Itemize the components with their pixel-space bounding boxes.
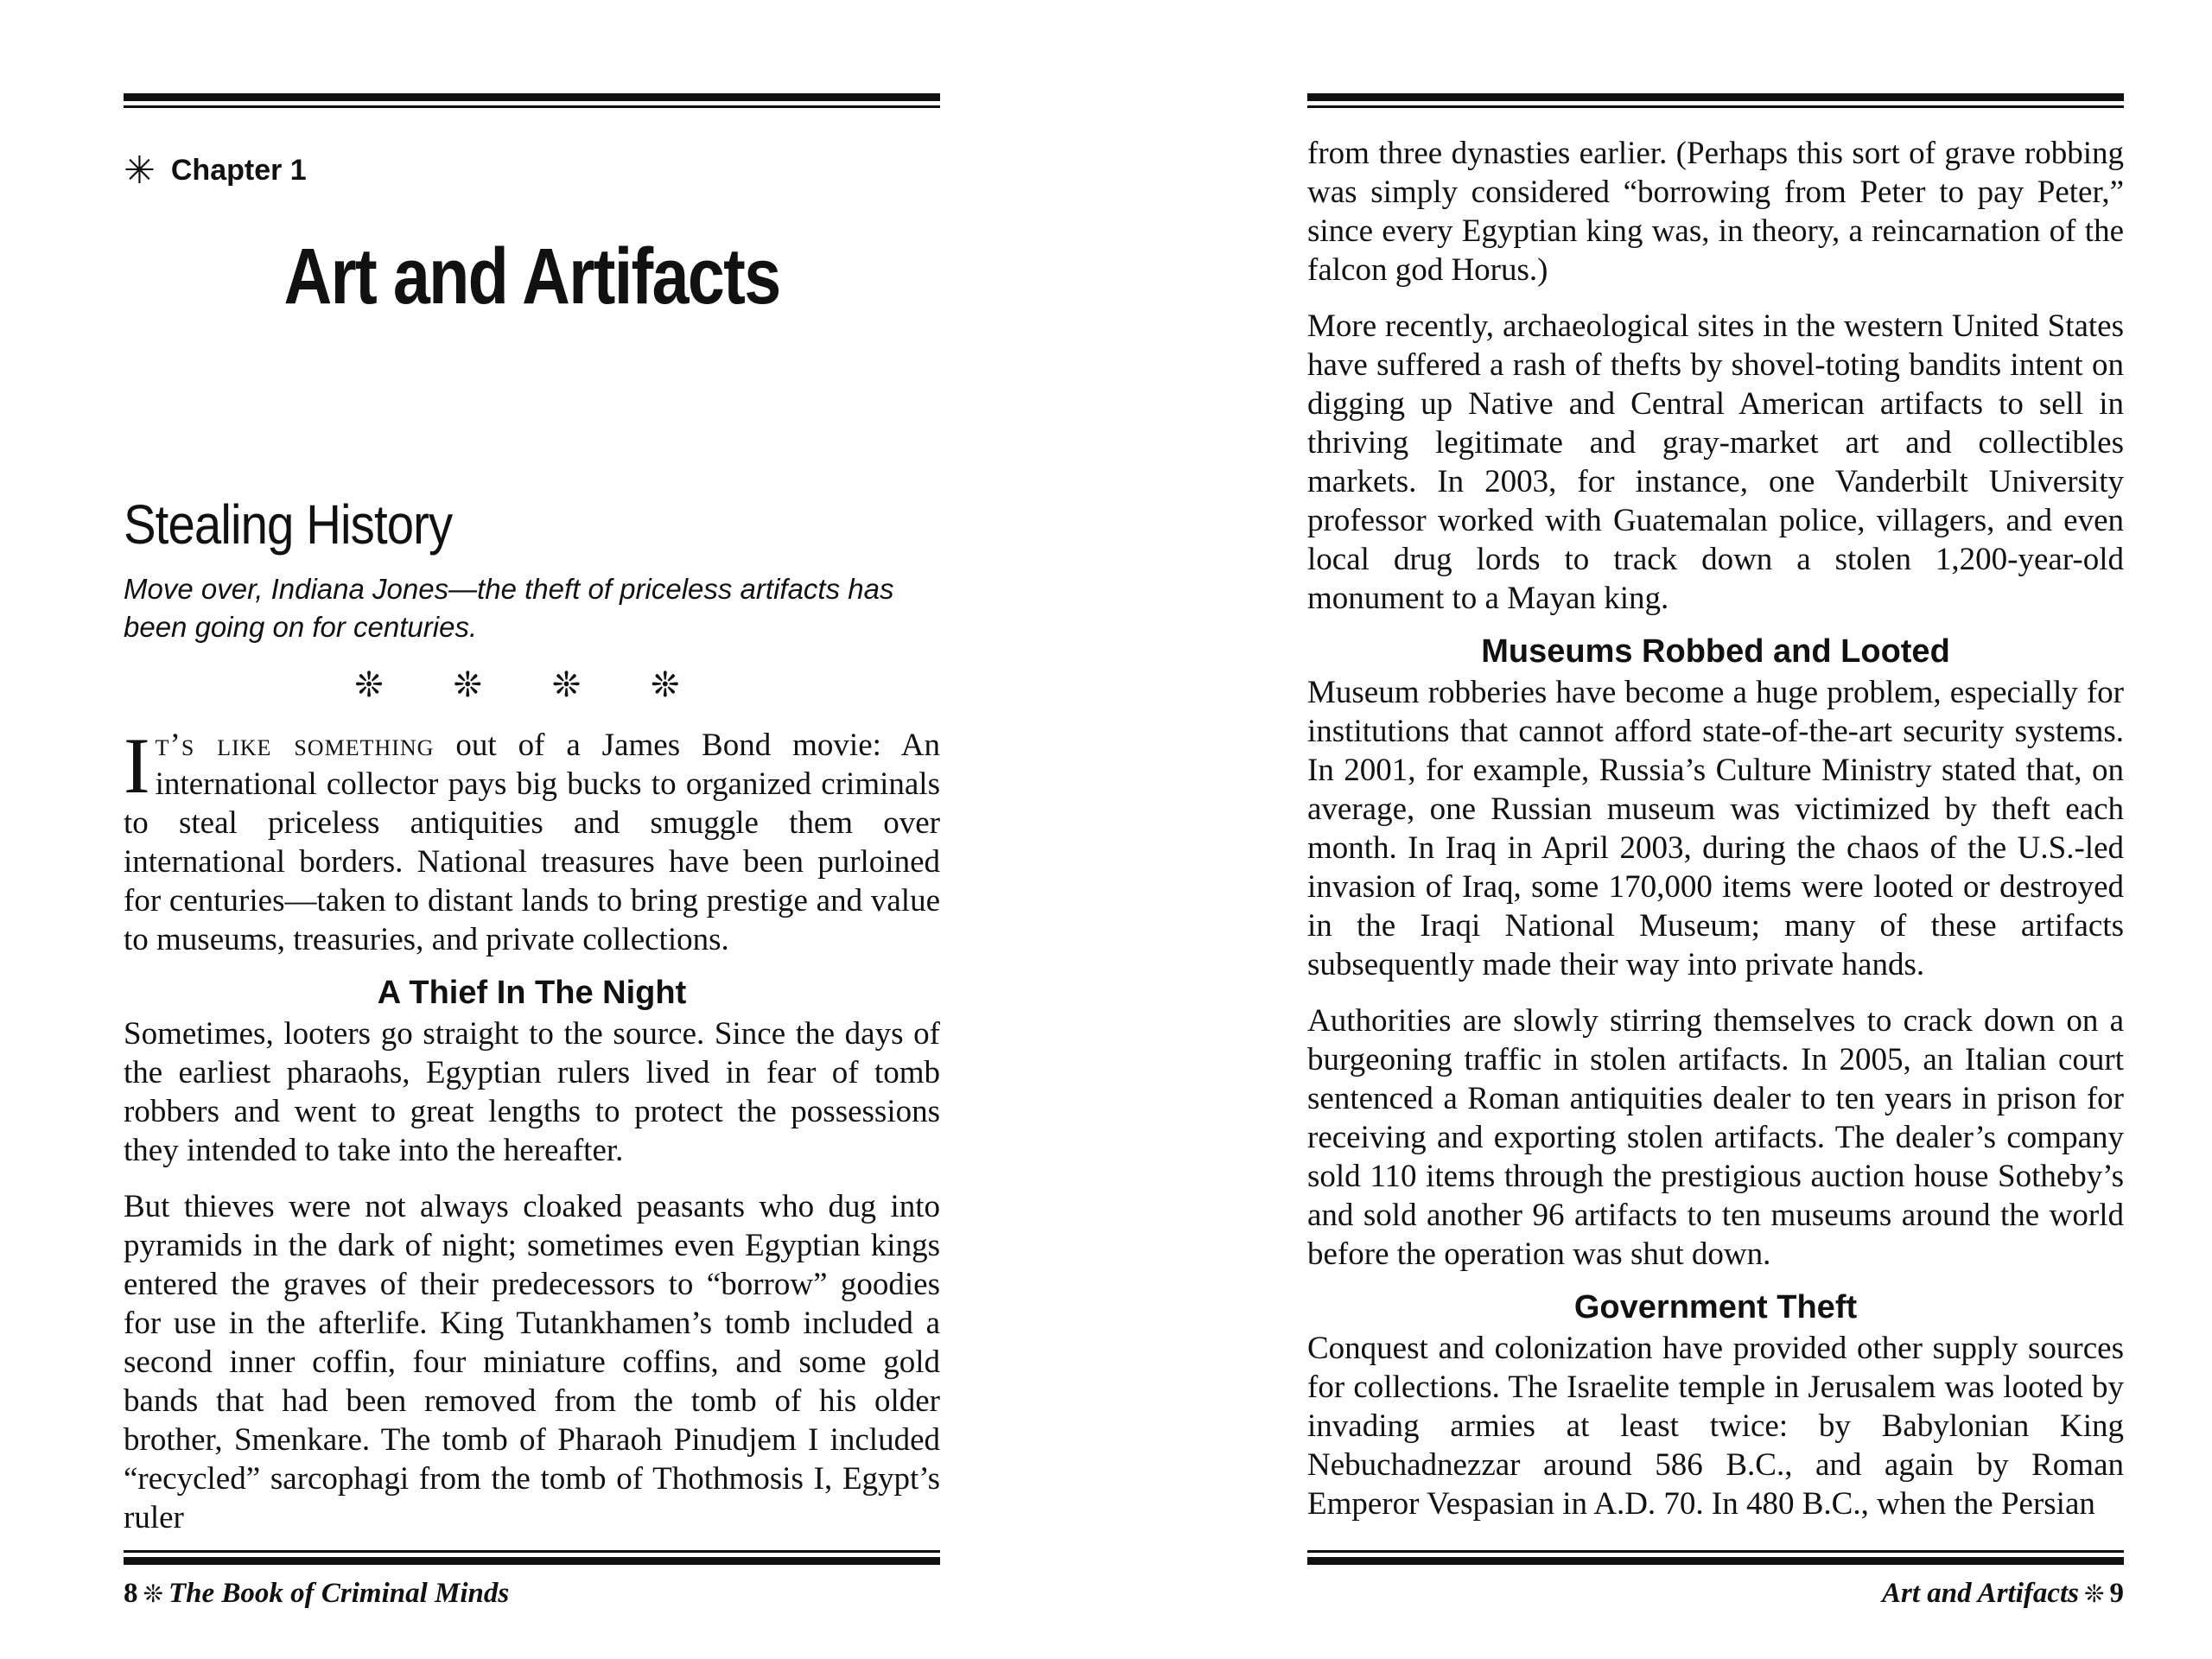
- page-footer: [124, 1578, 509, 1610]
- bottom-rule: [124, 1550, 940, 1565]
- intro-small-caps: t’s like something: [155, 728, 435, 763]
- intro-text: out of a James Bond movie: An international collector pays big bucks to organized criminals to steal priceless antiquities and smuggle them over international borders. National treasures have been purloined for centuries—taken to distant lands to bring prestige and value to museums, treasuries, and private collections.: [124, 728, 940, 957]
- running-head: Art and Artifacts: [1882, 1578, 2080, 1609]
- paragraph: More recently, archaeological sites in the western United States have suffered a rash of thefts by shovel-toting bandits intent on digging up Native and Central American artifacts to sell in thriving legitimate and gray-market art and collectibles markets. In 2003, for instance, one Vanderbilt University professor worked with Guatemalan police, villagers, and even local drug lords to track down a stolen 1,200-year-old monument to a Mayan king.: [1307, 308, 2124, 616]
- section-title: Stealing History: [124, 493, 453, 556]
- paragraph: from three dynasties earlier. (Perhaps this sort of grave robbing was simply considered “borrowing from Peter to pay Peter,” since every Egyptian king was, in theory, a reincarnation of the falcon god Horus.): [1307, 136, 2124, 288]
- section-dek: Move over, Indiana Jones—the theft of priceless artifacts has been going on for centuries.: [124, 573, 894, 643]
- chapter-text: Chapter 1: [170, 154, 307, 187]
- footer-asterisk-icon: ❊: [143, 1581, 163, 1608]
- footer-asterisk-icon: ❊: [2084, 1581, 2105, 1608]
- right-page: [1307, 0, 2124, 1659]
- right-body: [1307, 134, 2124, 1523]
- bottom-rule: [1307, 1550, 2124, 1565]
- subhead-thief: A Thief In The Night: [377, 975, 687, 1011]
- ornament-divider: ❊ ❊ ❊ ❊: [354, 665, 709, 705]
- paragraph: Conquest and colonization have provided other supply sources for collections. The Israelite temple in Jerusalem was looted by invading armies at least twice: by Babylonian King Nebuchadnezzar around 586 B.C., and again by Roman Emperor Vespasian in A.D. 70. In 480 B.C., when the Persian: [1307, 1331, 2124, 1522]
- asterisk-flower-icon: ✳: [124, 149, 156, 192]
- subhead-museums: Museums Robbed and Looted: [1481, 633, 1950, 670]
- subhead-government: Government Theft: [1573, 1289, 1858, 1325]
- chapter-label: [124, 149, 307, 193]
- intro-paragraph: [124, 721, 940, 959]
- book-title: The Book of Criminal Minds: [168, 1578, 510, 1609]
- paragraph: Museum robberies have become a huge problem, especially for institutions that cannot afford state-of-the-art security systems. In 2001, for example, Russia’s Culture Ministry stated that, on average, one Russian museum was victimized by theft each month. In Iraq in April 2003, during the chaos of the U.S.-led invasion of Iraq, some 170,000 items were looted or destroyed in the Iraqi National Museum; many of these artifacts subsequently made their way into private hands.: [1307, 675, 2124, 982]
- drop-cap: I: [124, 721, 150, 810]
- page-footer: [1882, 1578, 2124, 1610]
- paragraph: Sometimes, looters go straight to the source. Since the days of the earliest pharaohs, Egyptian rulers lived in fear of tomb robbers and went to great lengths to protect the possessions they intended to take into the hereafter.: [124, 1016, 940, 1168]
- paragraph: Authorities are slowly stirring themselves to crack down on a burgeoning traffic in stolen artifacts. In 2005, an Italian court sentenced a Roman antiquities dealer to ten years in prison for receiving and exporting stolen artifacts. The dealer’s company sold 110 items through the prestigious auction house Sotheby’s and sold another 96 artifacts to ten museums around the world before the operation was shut down.: [1307, 1003, 2124, 1272]
- chapter-title: Art and Artifacts: [283, 232, 780, 321]
- top-rule: [1307, 93, 2124, 108]
- paragraph: But thieves were not always cloaked peasants who dug into pyramids in the dark of night; sometimes even Egyptian kings entered the graves of their predecessors to “borrow” goodies for use in the afterlife. King Tutankhamen’s tomb included a second inner coffin, four miniature coffins, and some gold bands that had been removed from the tomb of his older brother, Smenkare. The tomb of Pharaoh Pinudjem I included “recycled” sarcophagi from the tomb of Thothmosis I, Egypt’s ruler: [124, 1189, 940, 1535]
- left-body: [124, 721, 940, 1537]
- page-number: 8: [124, 1578, 138, 1609]
- left-page: [124, 0, 940, 1659]
- top-rule: [124, 93, 940, 108]
- page-number: 9: [2109, 1578, 2124, 1609]
